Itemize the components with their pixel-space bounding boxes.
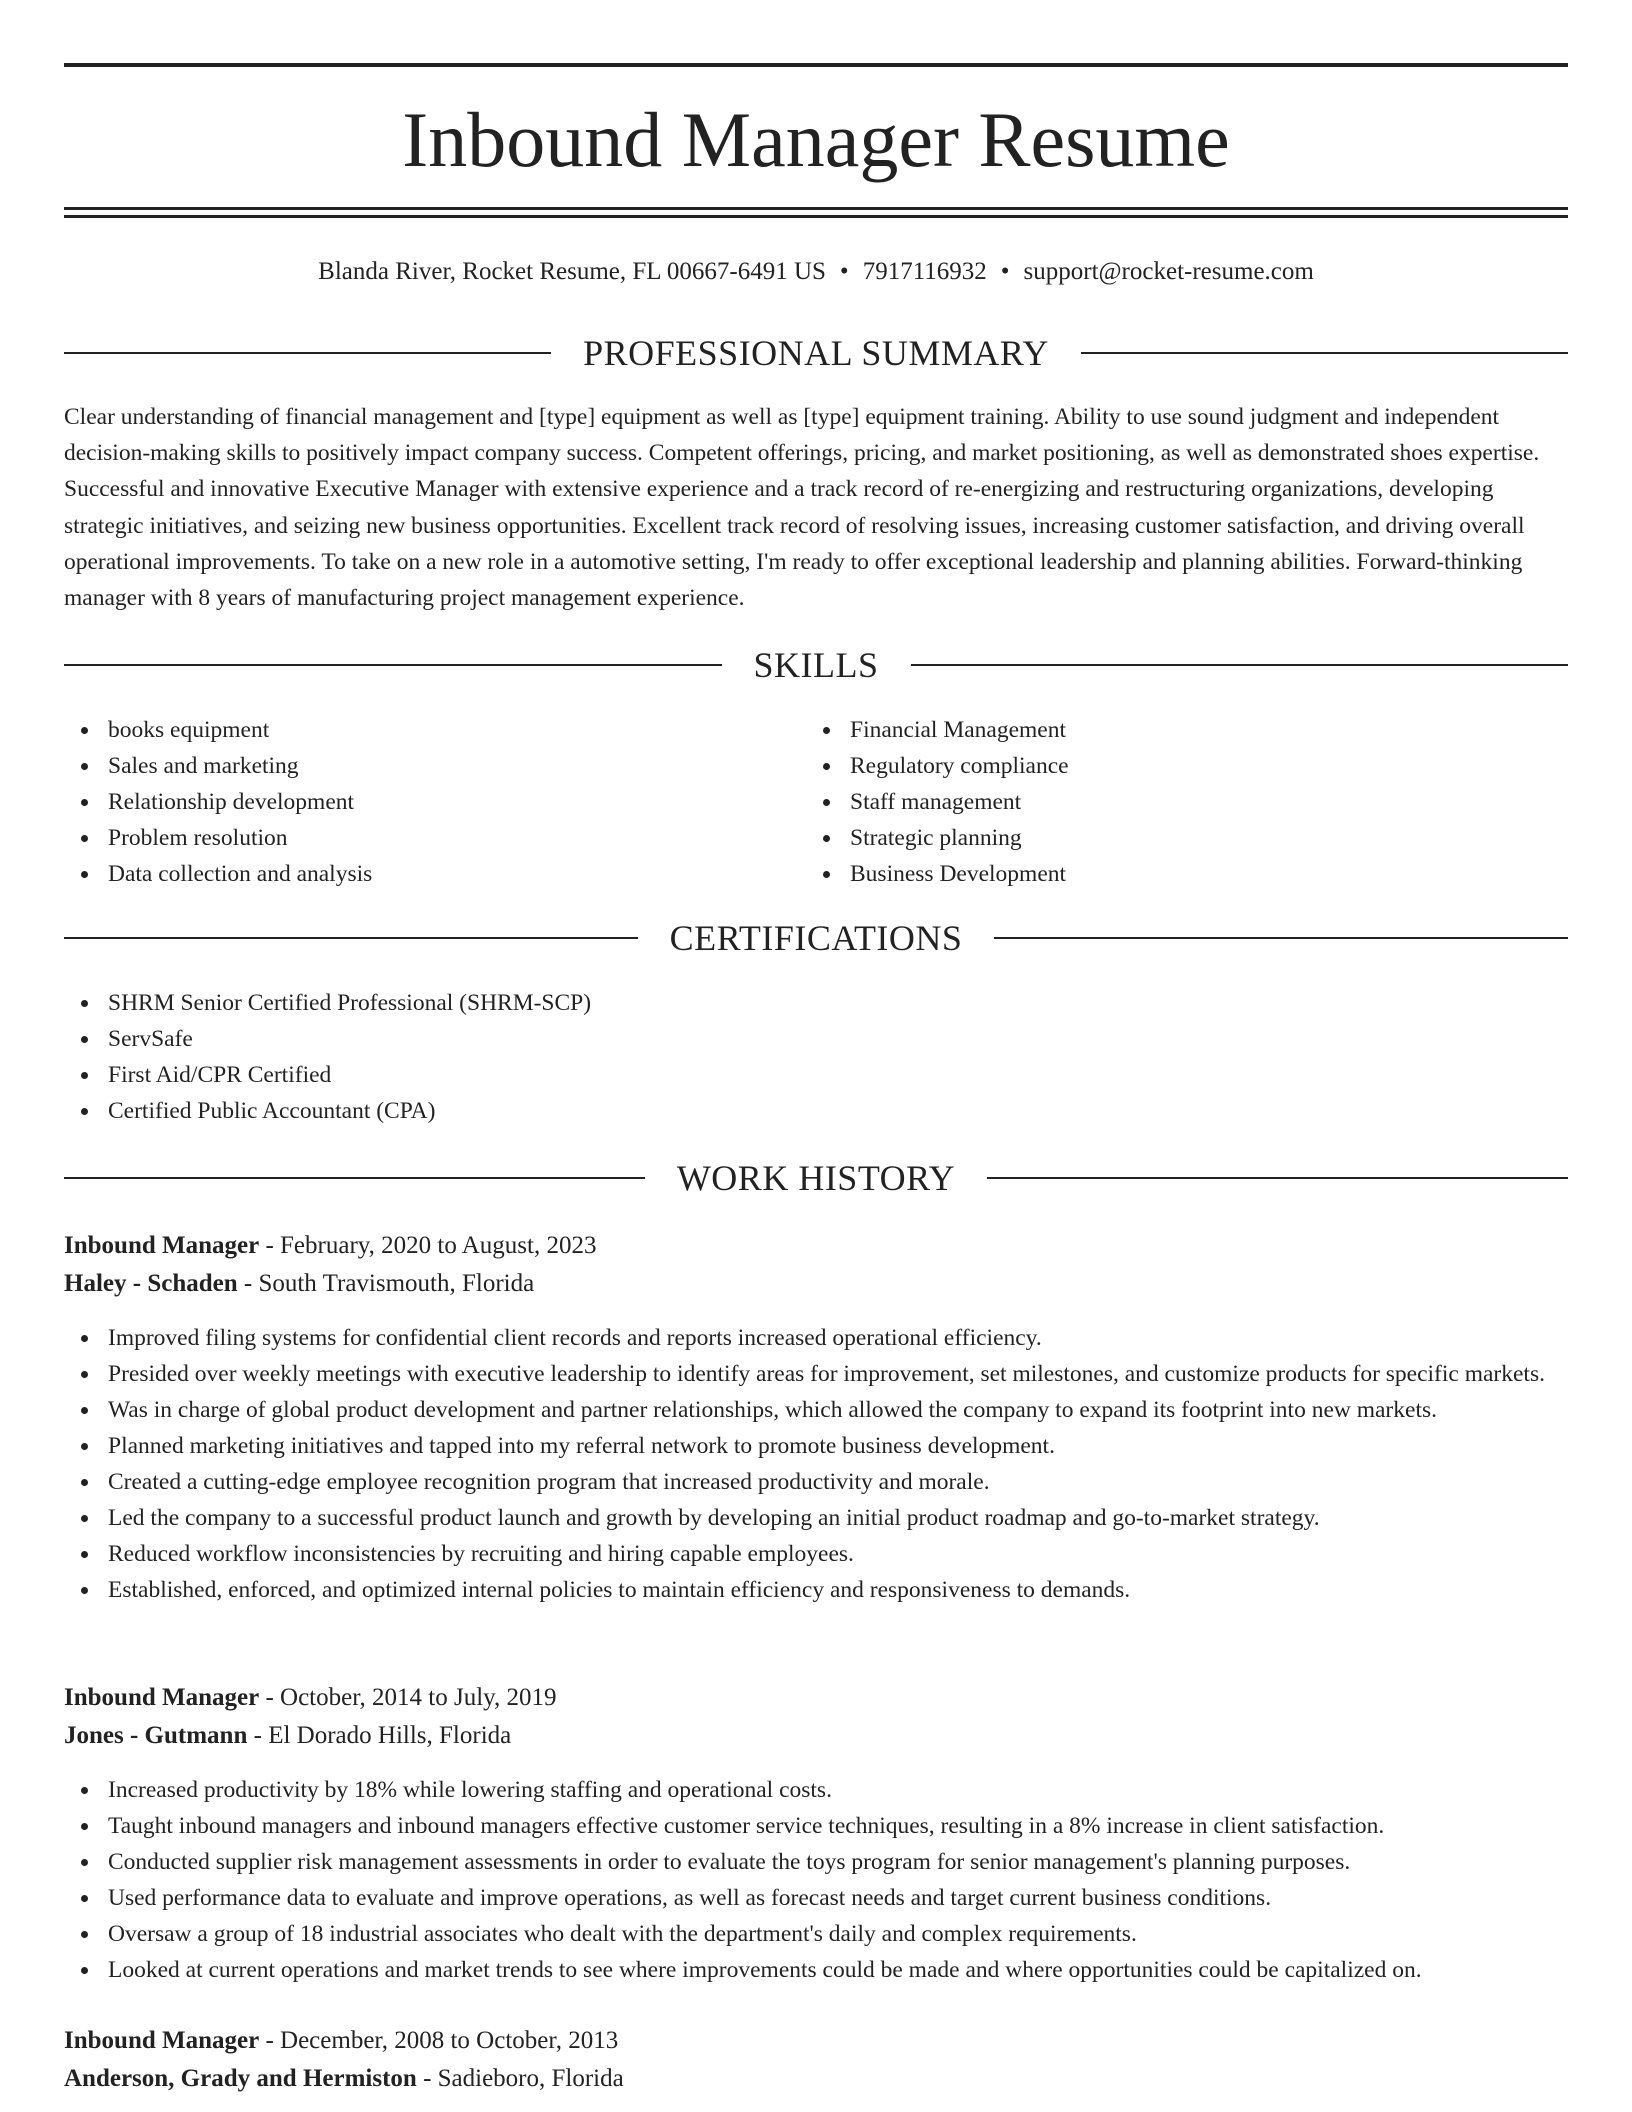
certifications-list — [64, 985, 1464, 1129]
section-title-skills: SKILLS — [753, 645, 879, 685]
skill-item: Sales and marketing — [64, 748, 764, 784]
job-company-line: Anderson, Grady and Hermiston - Sadieboro, Florida — [64, 2065, 624, 2092]
skill-item: Financial Management — [806, 712, 1506, 748]
skill-item: Staff management — [806, 784, 1506, 820]
contact-separator: • — [839, 258, 849, 285]
certification-item: ServSafe — [64, 1021, 1464, 1057]
section-header-skills — [64, 645, 1568, 685]
job-title: Inbound Manager — [64, 1684, 260, 1711]
job-dates: December, 2008 to October, 2013 — [280, 2027, 619, 2054]
job-bullet: Oversaw a group of 18 industrial associates who dealt with the department's daily and complex requirements. — [64, 1916, 1568, 1952]
job-company: Jones - Gutmann — [64, 1722, 248, 1749]
job-dates: February, 2020 to August, 2023 — [280, 1232, 597, 1259]
section-title-certifications: CERTIFICATIONS — [669, 918, 963, 958]
job-bullet: Established, enforced, and optimized internal policies to maintain efficiency and responsiveness to demands. — [64, 1572, 1568, 1608]
job-bullet: Created a cutting-edge employee recognition program that increased productivity and morale. — [64, 1464, 1568, 1500]
section-title-summary: PROFESSIONAL SUMMARY — [583, 333, 1049, 373]
contact-phone: 7917116932 — [862, 258, 987, 285]
job-company-line: Haley - Schaden - South Travismouth, Florida — [64, 1270, 535, 1297]
job-title-line: Inbound Manager - February, 2020 to August, 2023 — [64, 1232, 597, 1259]
job-title-line: Inbound Manager - December, 2008 to October, 2013 — [64, 2027, 619, 2054]
job-bullet: Increased productivity by 18% while lowering staffing and operational costs. — [64, 1772, 1568, 1808]
job-dates: October, 2014 to July, 2019 — [280, 1684, 557, 1711]
job-entry — [64, 1679, 1568, 1988]
section-rule — [64, 1177, 645, 1179]
title-rule-upper — [64, 207, 1568, 210]
section-header-certifications — [64, 918, 1568, 958]
contact-email: support@rocket-resume.com — [1023, 258, 1314, 285]
summary-text: Clear understanding of financial management and [type] equipment as well as [type] equipment training. Ability to use sound judgment and independent decision-making skills to positively impact company success. Competent offerings, pricing, and market positioning, as well as demonstrated shoes expertise. Successful and innovative Executive Manager with extensive experience and a track record of re-energizing and restructuring organizations, developing strategic initiatives, and seizing new business opportunities. Excellent track record of resolving issues, increasing customer satisfaction, and driving overall operational improvements. To take on a new role in a automotive setting, I'm ready to offer exceptional leadership and planning abilities. Forward-thinking manager with 8 years of manufacturing project management experience. — [64, 404, 1540, 612]
job-bullet: Taught inbound managers and inbound managers effective customer service techniques, resulting in a 8% increase in client satisfaction. — [64, 1808, 1568, 1844]
job-bullet: Led the company to a successful product launch and growth by developing an initial product roadmap and go-to-market strategy. — [64, 1500, 1568, 1536]
job-bullets — [64, 1320, 1568, 1608]
job-bullet: Looked at current operations and market trends to see where improvements could be made and where opportunities could be capitalized on. — [64, 1952, 1568, 1988]
resume-title: Inbound Manager Resume — [402, 96, 1230, 183]
skills-list-right — [806, 712, 1506, 892]
job-bullet: Reduced workflow inconsistencies by recruiting and hiring capable employees. — [64, 1536, 1568, 1572]
section-rule — [994, 937, 1568, 939]
certification-item: SHRM Senior Certified Professional (SHRM-SCP) — [64, 985, 1464, 1021]
job-bullets — [64, 1772, 1568, 1988]
skill-item: Strategic planning — [806, 820, 1506, 856]
job-company: Haley - Schaden — [64, 1270, 238, 1297]
skills-list-left — [64, 712, 764, 892]
title-rule-lower — [64, 215, 1568, 218]
section-rule — [64, 352, 551, 354]
skill-item: books equipment — [64, 712, 764, 748]
job-bullet: Used performance data to evaluate and improve operations, as well as forecast needs and target current business conditions. — [64, 1880, 1568, 1916]
job-bullet: Was in charge of global product development and partner relationships, which allowed the company to expand its footprint into new markets. — [64, 1392, 1568, 1428]
certification-item: Certified Public Accountant (CPA) — [64, 1093, 1464, 1129]
skill-item: Regulatory compliance — [806, 748, 1506, 784]
job-bullet: Planned marketing initiatives and tapped into my referral network to promote business development. — [64, 1428, 1568, 1464]
section-rule — [64, 664, 722, 666]
job-title-line: Inbound Manager - October, 2014 to July, 2019 — [64, 1684, 557, 1711]
contact-address: Blanda River, Rocket Resume, FL 00667-6491 US — [318, 258, 826, 285]
job-entry — [64, 2022, 1568, 2098]
top-rule — [64, 63, 1568, 67]
skill-item: Data collection and analysis — [64, 856, 764, 892]
job-company-line: Jones - Gutmann - El Dorado Hills, Florida — [64, 1722, 512, 1749]
certification-item: First Aid/CPR Certified — [64, 1057, 1464, 1093]
section-rule — [987, 1177, 1568, 1179]
job-company: Anderson, Grady and Hermiston — [64, 2065, 417, 2092]
job-bullet: Improved filing systems for confidential client records and reports increased operational efficiency. — [64, 1320, 1568, 1356]
section-title-work-history: WORK HISTORY — [676, 1158, 956, 1198]
section-rule — [911, 664, 1569, 666]
job-location: South Travismouth, Florida — [258, 1270, 535, 1297]
contact-line — [0, 254, 1632, 290]
skill-item: Business Development — [806, 856, 1506, 892]
section-header-work-history — [64, 1158, 1568, 1198]
job-title: Inbound Manager — [64, 1232, 260, 1259]
skill-item: Relationship development — [64, 784, 764, 820]
job-entry — [64, 1227, 1568, 1608]
job-bullet: Presided over weekly meetings with executive leadership to identify areas for improvement, set milestones, and customize products for specific markets. — [64, 1356, 1568, 1392]
section-rule — [1081, 352, 1568, 354]
job-location: El Dorado Hills, Florida — [268, 1722, 512, 1749]
job-bullet: Conducted supplier risk management assessments in order to evaluate the toys program for senior management's planning purposes. — [64, 1844, 1568, 1880]
job-title: Inbound Manager — [64, 2027, 260, 2054]
section-header-summary — [64, 333, 1568, 373]
skill-item: Problem resolution — [64, 820, 764, 856]
contact-separator: • — [1000, 258, 1010, 285]
section-rule — [64, 937, 638, 939]
job-location: Sadieboro, Florida — [437, 2065, 624, 2092]
